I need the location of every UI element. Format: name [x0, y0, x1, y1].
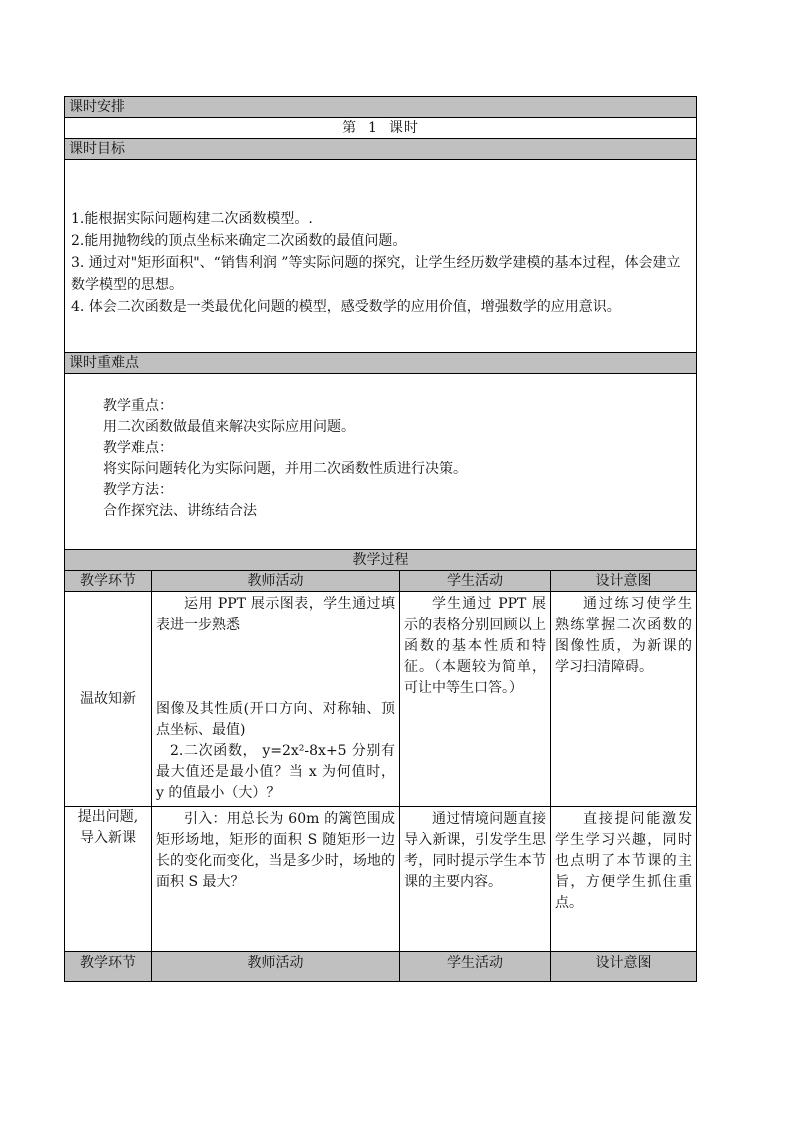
teacher-activity-text: 图像及其性质(开口方向、对称轴、顶点坐标、最值)	[156, 701, 395, 738]
stage-cell	[65, 592, 152, 807]
key-line: 教学难点：	[103, 440, 173, 456]
table-row	[65, 592, 697, 807]
stage-label: 提出问题,	[77, 809, 139, 825]
student-activity-cell	[400, 592, 551, 807]
student-activity-cell	[400, 807, 551, 952]
teacher-activity-cell	[152, 807, 400, 952]
teacher-activity-text: 2.二次函数， y=2x²-8x+5 分别有最大值还是最小值？当 x 为何值时， y 的值最小（大）？	[156, 743, 395, 801]
goals-heading: 课时目标	[65, 139, 697, 160]
teacher-activity-cell	[152, 592, 400, 807]
goals-section	[65, 160, 697, 353]
design-intent-cell	[551, 592, 697, 807]
schedule-heading: 课时安排	[65, 97, 697, 118]
design-intent-text: 直接提问能激发学生学习兴趣，同时也点明了本节课的主旨，方便学生抓住重点。	[555, 811, 692, 911]
column-header-teacher: 教师活动	[152, 571, 400, 592]
goal-item: 1.能根据实际问题构建二次函数模型。.	[71, 211, 313, 227]
teacher-activity-text: 引入：用总长为 60m 的篱笆围成矩形场地，矩形的面积 S 随矩形一边长的变化而变化，当是多少时，场地的面积 S 最大？	[156, 811, 395, 890]
key-line: 合作探究法、讲练结合法	[103, 503, 257, 519]
key-line: 教学方法：	[103, 482, 173, 498]
lesson-plan-table	[64, 96, 697, 982]
stage-cell	[65, 807, 152, 952]
stage-label: 温故知新	[80, 690, 136, 707]
stage-label: 导入新课	[80, 830, 136, 846]
goal-item: 4. 体会二次函数是一类最优化问题的模型，感受数学的应用价值，增强数学的应用意识。	[71, 299, 621, 315]
lesson-number: 第 1 课时	[65, 118, 697, 139]
lesson-plan-sheet	[64, 96, 696, 982]
goal-item: 3. 通过对"矩形面积"、“销售利润 ”等实际问题的探究，让学生经历数学建模的基本过程，体会建立数学模型的思想。	[71, 255, 681, 293]
column-header-intent: 设计意图	[551, 571, 697, 592]
teacher-activity-text: 运用 PPT 展示图表，学生通过填表进一步熟悉	[156, 596, 395, 633]
student-activity-text: 学生通过 PPT 展示的表格分别回顾以上函数的基本性质和特征。（本题较为简单，可让中等生口答。）	[404, 596, 546, 696]
column-header-teacher: 教师活动	[152, 952, 400, 982]
goal-item: 2.能用抛物线的顶点坐标来确定二次函数的最值问题。	[71, 233, 407, 249]
column-header-student: 学生活动	[400, 952, 551, 982]
key-line: 将实际问题转化为实际问题，并用二次函数性质进行决策。	[103, 461, 467, 477]
design-intent-cell	[551, 807, 697, 952]
student-activity-text: 通过情境问题直接导入新课，引发学生思考，同时提示学生本节课的主要内容。	[404, 811, 546, 890]
key-points-section	[65, 374, 697, 550]
column-header-stage: 教学环节	[65, 571, 152, 592]
process-heading: 教学过程	[65, 550, 697, 571]
table-row	[65, 807, 697, 952]
column-header-intent: 设计意图	[551, 952, 697, 982]
column-header-student: 学生活动	[400, 571, 551, 592]
key-line: 教学重点：	[103, 398, 173, 414]
key-points-heading: 课时重难点	[65, 353, 697, 374]
key-line: 用二次函数做最值来解决实际应用问题。	[103, 419, 355, 435]
column-header-stage: 教学环节	[65, 952, 152, 982]
design-intent-text: 通过练习使学生熟练掌握二次函数的图像性质，为新课的学习扫清障碍。	[555, 596, 692, 675]
